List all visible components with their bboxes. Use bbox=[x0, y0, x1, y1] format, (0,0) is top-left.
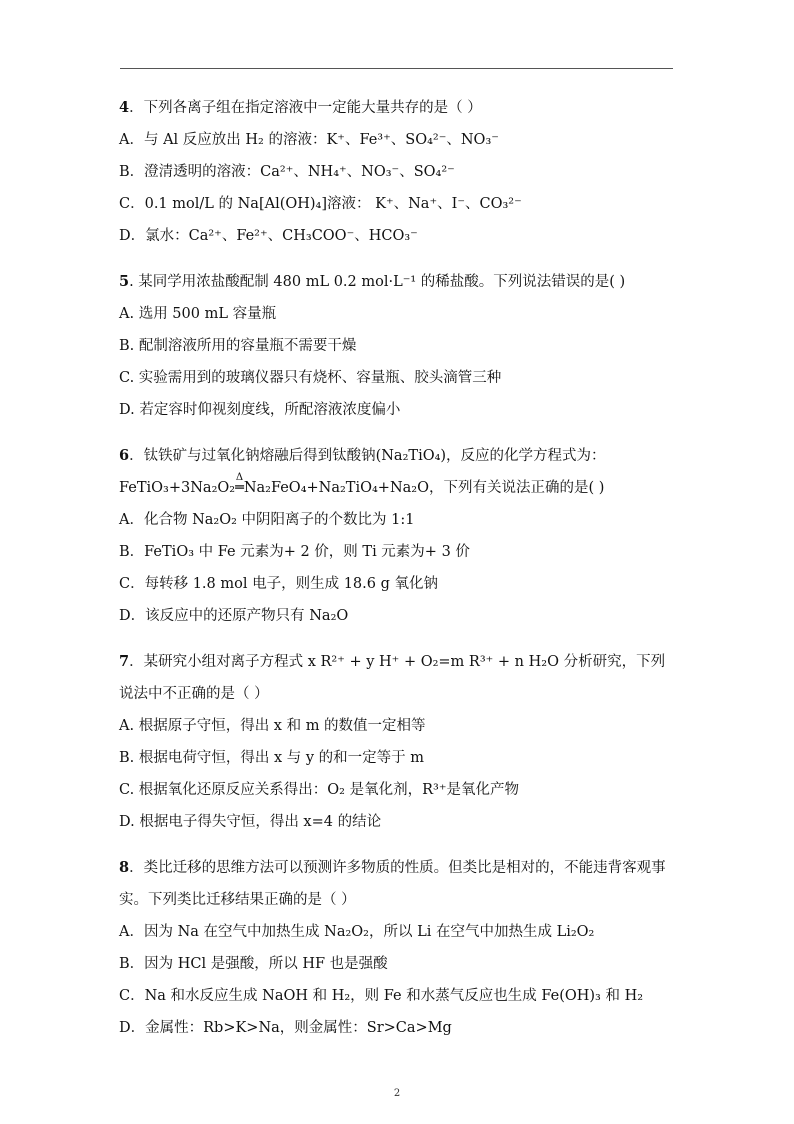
question-5 bbox=[119, 266, 679, 426]
question-5-option-a: A. 选用 500 mL 容量瓶 bbox=[119, 306, 277, 322]
question-6-option-c: C．每转移 1.8 mol 电子，则生成 18.6 g 氧化钠 bbox=[119, 576, 438, 592]
equals-sign: ═ bbox=[235, 480, 244, 496]
equation-reactants: FeTiO₃+3Na₂O₂ bbox=[119, 480, 236, 496]
question-4-number: 4 bbox=[119, 99, 130, 116]
question-4 bbox=[119, 92, 679, 252]
heat-symbol: Δ bbox=[235, 472, 244, 483]
question-4-option-c: C．0.1 mol/L 的 Na[Al(OH)₄]溶液： K⁺、Na⁺、I⁻、CO₃²⁻ bbox=[119, 196, 522, 212]
question-6-option-d: D．该反应中的还原产物只有 Na₂O bbox=[119, 608, 349, 624]
question-7 bbox=[119, 646, 679, 838]
question-6-equation bbox=[119, 472, 679, 504]
question-4-stem bbox=[119, 92, 679, 124]
page-number: 2 bbox=[393, 1088, 401, 1099]
equation-products: Na₂FeO₄+Na₂TiO₄+Na₂O，下列有关说法正确的是( ) bbox=[243, 480, 605, 496]
question-8-option-b: B．因为 HCl 是强酸，所以 HF 也是强酸 bbox=[119, 956, 388, 972]
question-5-option-b: B. 配制溶液所用的容量瓶不需要干燥 bbox=[119, 338, 357, 354]
question-4-option-a: A．与 Al 反应放出 H₂ 的溶液：K⁺、Fe³⁺、SO₄²⁻、NO₃⁻ bbox=[119, 132, 499, 148]
question-8-stem bbox=[119, 852, 679, 916]
question-7-option-b: B. 根据电荷守恒，得出 x 与 y 的和一定等于 m bbox=[119, 750, 425, 766]
question-6-option-a: A．化合物 Na₂O₂ 中阴阳离子的个数比为 1:1 bbox=[119, 512, 415, 528]
question-5-option-c: C. 实验需用到的玻璃仪器只有烧杯、容量瓶、胶头滴管三种 bbox=[119, 370, 502, 386]
question-8-option-a: A．因为 Na 在空气中加热生成 Na₂O₂，所以 Li 在空气中加热生成 Li₂O₂ bbox=[119, 924, 595, 940]
question-5-text: . 某同学用浓盐酸配制 480 mL 0.2 mol·L⁻¹ 的稀盐酸。下列说法错误的是( ) bbox=[129, 274, 626, 290]
question-6-option-b: B．FeTiO₃ 中 Fe 元素为+ 2 价，则 Ti 元素为+ 3 价 bbox=[119, 544, 470, 560]
question-7-option-c: C. 根据氧化还原反应关系得出：O₂ 是氧化剂，R³⁺是氧化产物 bbox=[119, 782, 519, 798]
question-5-number: 5 bbox=[119, 273, 130, 290]
question-5-stem bbox=[119, 266, 679, 298]
question-8 bbox=[119, 852, 679, 1044]
question-8-option-c: C．Na 和水反应生成 NaOH 和 H₂，则 Fe 和水蒸气反应也生成 Fe(OH)₃ 和 H₂ bbox=[119, 988, 644, 1004]
question-7-stem bbox=[119, 646, 679, 710]
question-6-number: 6 bbox=[119, 447, 130, 464]
question-7-text: ．某研究小组对离子方程式 x R²⁺ + y H⁺ + O₂=m R³⁺ + n H₂O 分析研究，下列说法中不正确的是（ ） bbox=[119, 654, 666, 702]
header-rule bbox=[120, 68, 673, 69]
question-8-number: 8 bbox=[119, 859, 130, 876]
question-6-text: ．钛铁矿与过氧化钠熔融后得到钛酸钠(Na₂TiO₄)，反应的化学方程式为： bbox=[129, 448, 606, 464]
question-4-option-b: B．澄清透明的溶液：Ca²⁺、NH₄⁺、NO₃⁻、SO₄²⁻ bbox=[119, 164, 455, 180]
question-8-option-d: D．金属性：Rb>K>Na，则金属性：Sr>Ca>Mg bbox=[119, 1020, 452, 1036]
question-6-stem bbox=[119, 440, 679, 472]
question-4-text: ．下列各离子组在指定溶液中一定能大量共存的是（ ） bbox=[129, 100, 482, 116]
question-7-number: 7 bbox=[119, 653, 130, 670]
equation-heat-arrow bbox=[235, 472, 244, 504]
question-list bbox=[119, 92, 679, 1058]
question-4-option-d: D．氯水：Ca²⁺、Fe²⁺、CH₃COO⁻、HCO₃⁻ bbox=[119, 228, 418, 244]
question-5-option-d: D. 若定容时仰视刻度线，所配溶液浓度偏小 bbox=[119, 402, 401, 418]
question-7-option-d: D. 根据电子得失守恒，得出 x=4 的结论 bbox=[119, 814, 382, 830]
question-7-option-a: A. 根据原子守恒，得出 x 和 m 的数值一定相等 bbox=[119, 718, 426, 734]
question-6 bbox=[119, 440, 679, 632]
question-8-text: ．类比迁移的思维方法可以预测许多物质的性质。但类比是相对的，不能违背客观事实。下列类比迁移结果正确的是（ ） bbox=[119, 860, 666, 908]
